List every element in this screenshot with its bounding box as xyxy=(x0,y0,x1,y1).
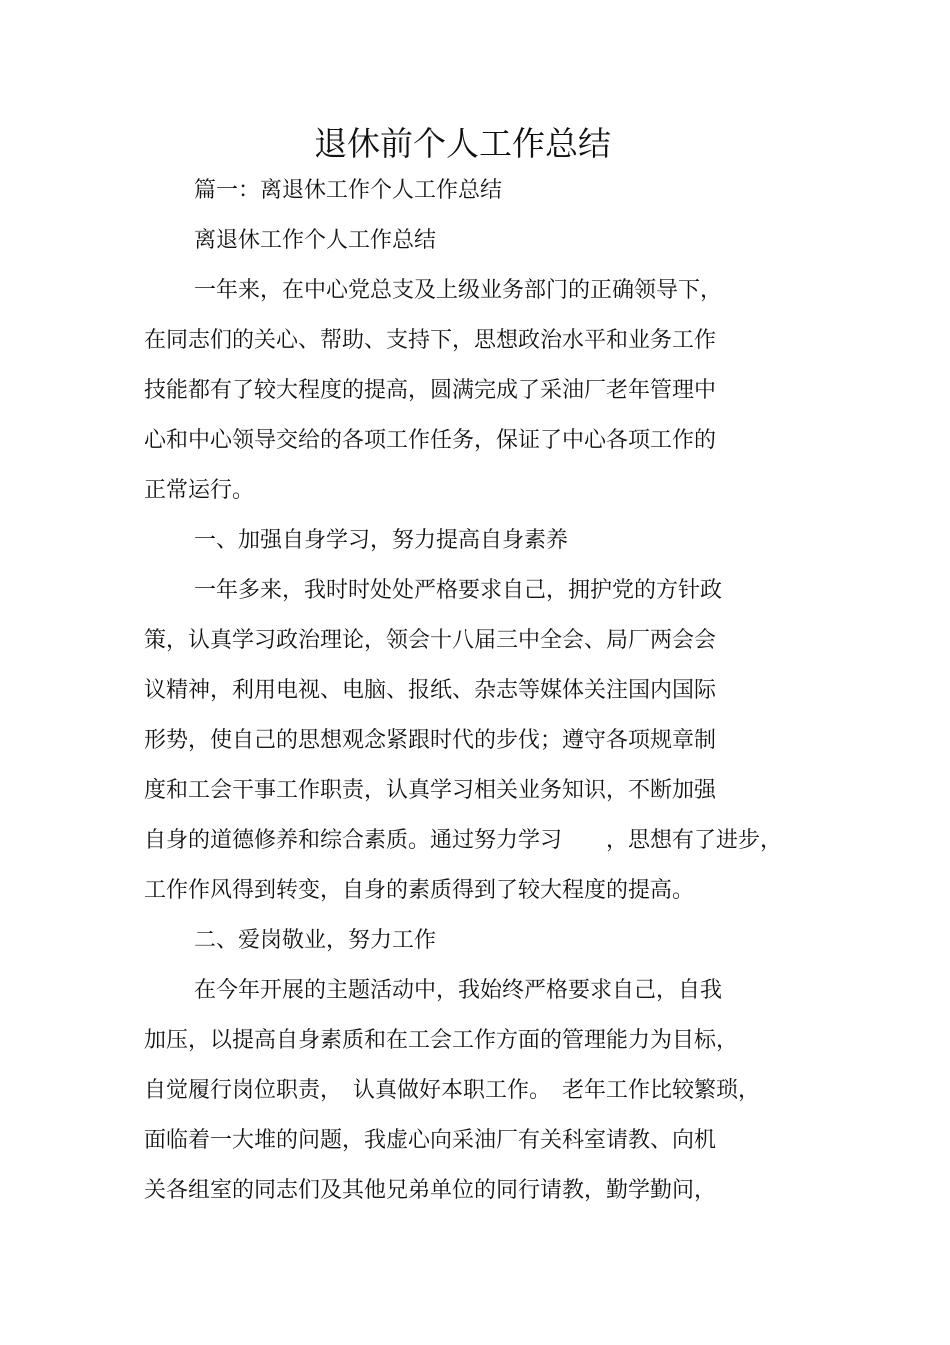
paragraph-line: 正常运行。 xyxy=(144,478,255,503)
paragraph-line: 一年来，在中心党总支及上级业务部门的正确领导下， xyxy=(194,278,723,303)
paragraph-line: 度和工会干事工作职责，认真学习相关业务知识，不断加强 xyxy=(144,778,717,803)
paragraph-line: 在同志们的关心、帮助、支持下，思想政治水平和业务工作 xyxy=(144,328,717,353)
section-heading: 离退休工作个人工作总结 xyxy=(194,228,437,253)
paragraph-line: 心和中心领导交给的各项工作任务，保证了中心各项工作的 xyxy=(144,428,717,453)
paragraph-line: 议精神，利用电视、电脑、报纸、杂志等媒体关注国内国际 xyxy=(144,678,717,703)
subtitle-line: 篇一：离退休工作个人工作总结 xyxy=(194,178,503,203)
paragraph-line: 技能都有了较大程度的提高，圆满完成了采油厂老年管理中 xyxy=(144,378,717,403)
paragraph-line: 自身的道德修养和综合素质。通过努力学习 ，思想有了进步， xyxy=(144,828,783,853)
paragraph-line: 工作作风得到转变，自身的素质得到了较大程度的提高。 xyxy=(144,878,695,903)
paragraph-line: 自觉履行岗位职责， 认真做好本职工作。 老年工作比较繁琐， xyxy=(144,1078,761,1103)
paragraph-line: 形势，使自己的思想观念紧跟时代的步伐；遵守各项规章制 xyxy=(144,728,717,753)
paragraph-line: 策，认真学习政治理论，领会十八届三中全会、局厂两会会 xyxy=(144,628,717,653)
paragraph-line: 关各组室的同志们及其他兄弟单位的同行请教，勤学勤问， xyxy=(144,1178,717,1203)
section-heading: 一、加强自身学习，努力提高自身素养 xyxy=(194,528,569,553)
document-title: 退休前个人工作总结 xyxy=(314,124,611,163)
paragraph-line: 面临着一大堆的问题，我虚心向采油厂有关科室请教、向机 xyxy=(144,1128,717,1153)
paragraph-line: 一年多来，我时时处处严格要求自己，拥护党的方针政 xyxy=(194,578,723,603)
section-heading: 二、爱岗敬业，努力工作 xyxy=(194,928,437,953)
paragraph-line: 加压，以提高自身素质和在工会工作方面的管理能力为目标， xyxy=(144,1028,739,1053)
paragraph-line: 在今年开展的主题活动中，我始终严格要求自己，自我 xyxy=(194,978,723,1003)
